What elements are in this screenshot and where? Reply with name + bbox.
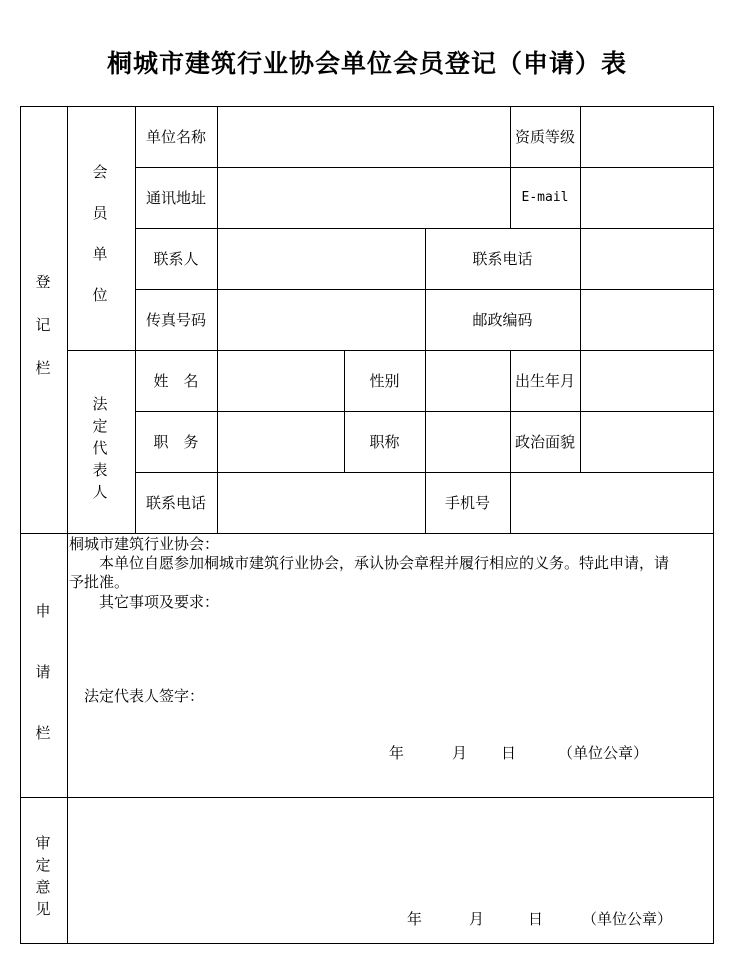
registration-form-table (20, 106, 714, 944)
table-border-right (713, 106, 714, 944)
section-label-legal-rep: 法 定 代 表 人 (92, 395, 108, 501)
application-month: 月 (452, 744, 468, 762)
table-border-bottom (20, 943, 714, 944)
label-contact: 联系人 (153, 250, 199, 268)
political-field[interactable] (580, 411, 713, 472)
address-field[interactable] (217, 167, 510, 228)
label-birth: 出生年月 (514, 372, 575, 390)
application-seal: （单位公章） (558, 744, 649, 762)
review-month: 月 (469, 910, 485, 928)
label-job-title: 职称 (369, 433, 400, 451)
label-email: E-mail (521, 190, 569, 205)
label-postcode: 邮政编码 (472, 311, 533, 329)
label-rep-phone: 联系电话 (145, 494, 206, 512)
application-statement: 本单位自愿参加桐城市建筑行业协会，承认协会章程并履行相应的义务。特此申请，请 (99, 554, 670, 572)
application-year: 年 (389, 744, 405, 762)
label-unit-name: 单位名称 (145, 128, 206, 146)
contact-field[interactable] (217, 228, 425, 289)
section-divider (20, 533, 714, 534)
position-field[interactable] (217, 411, 344, 472)
section-label-application: 申 请 栏 (35, 602, 51, 742)
review-day: 日 (528, 910, 544, 928)
birth-field[interactable] (580, 350, 713, 411)
label-mobile: 手机号 (444, 494, 490, 512)
label-gender: 性别 (369, 372, 400, 390)
application-day: 日 (501, 744, 517, 762)
application-other: 其它事项及要求： (99, 593, 220, 611)
qualification-field[interactable] (580, 106, 713, 167)
postcode-field[interactable] (580, 289, 713, 350)
table-border-left (20, 106, 21, 944)
section-label-member-unit: 会 员 单 位 (92, 163, 108, 304)
rep-phone-field[interactable] (217, 472, 425, 533)
section-label-review: 审 定 意 见 (35, 834, 51, 918)
section-label-registration: 登 记 栏 (35, 273, 51, 377)
application-addressee: 桐城市建筑行业协会： (69, 535, 220, 553)
unit-name-field[interactable] (217, 106, 510, 167)
mobile-field[interactable] (510, 472, 713, 533)
label-contact-phone: 联系电话 (472, 250, 533, 268)
review-year: 年 (407, 910, 423, 928)
name-field[interactable] (217, 350, 344, 411)
contact-phone-field[interactable] (580, 228, 713, 289)
application-statement-cont: 予批准。 (69, 573, 130, 591)
label-qualification: 资质等级 (514, 128, 575, 146)
label-political: 政治面貌 (514, 433, 575, 451)
fax-field[interactable] (217, 289, 425, 350)
label-position: 职 务 (153, 433, 199, 451)
signature-label: 法定代表人签字： (84, 687, 205, 705)
label-name: 姓 名 (153, 372, 199, 390)
label-fax: 传真号码 (145, 311, 206, 329)
gender-field[interactable] (425, 350, 510, 411)
job-title-field[interactable] (425, 411, 510, 472)
label-address: 通讯地址 (145, 189, 206, 207)
review-seal: （单位公章） (582, 910, 673, 928)
page-title: 桐城市建筑行业协会单位会员登记（申请）表 (106, 49, 627, 78)
email-field[interactable] (580, 167, 713, 228)
column-divider (67, 106, 68, 944)
section-divider (20, 797, 714, 798)
